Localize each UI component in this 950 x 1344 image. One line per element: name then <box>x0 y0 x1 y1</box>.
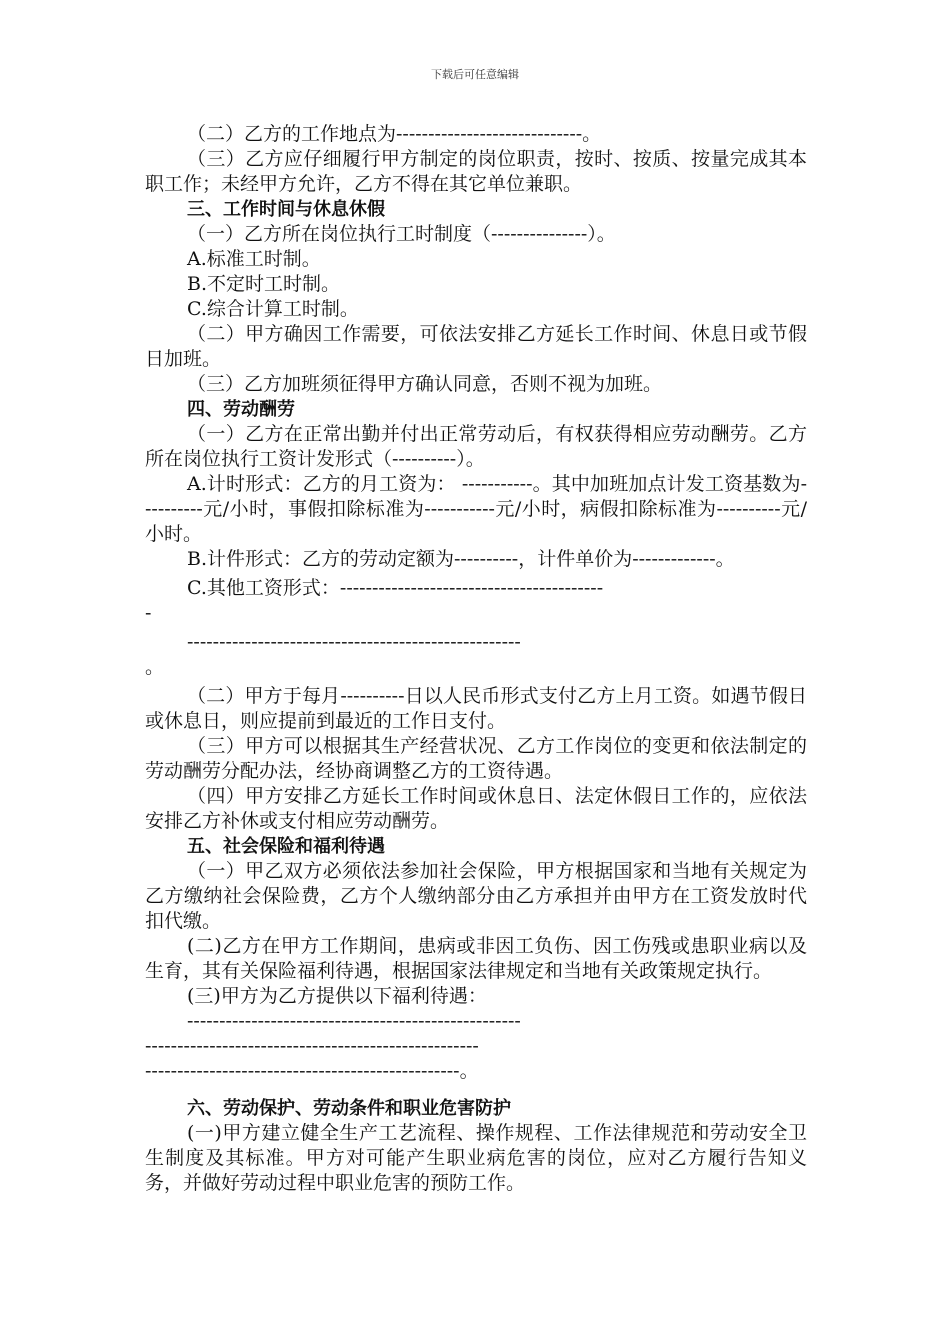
paragraph: （四）甲方安排乙方延长工作时间或休息日、法定休假日工作的，应依法安排乙方补休或支付相应劳动酬劳。 <box>145 785 807 832</box>
paragraph: （一）乙方所在岗位执行工时制度（---------------）。 <box>187 223 616 245</box>
paragraph: C.其他工资形式：----------------------------------------- - <box>145 577 604 624</box>
section-heading: 六、劳动保护、劳动条件和职业危害防护 <box>187 1098 511 1119</box>
option-item: A.标准工时制。 <box>187 248 321 270</box>
paragraph: （三）乙方加班须征得甲方确认同意，否则不视为加班。 <box>187 373 663 395</box>
paragraph: （一）乙方在正常出勤并付出正常劳动后，有权获得相应劳动酬劳。乙方所在岗位执行工资计发形式（----------）。 <box>145 423 807 470</box>
paragraph: (二)乙方在甲方工作期间，患病或非因工负伤、因工伤残或患职业病以及生育，其有关保险福利待遇，根据国家法律规定和当地有关政策规定执行。 <box>145 935 807 982</box>
option-item: C.综合计算工时制。 <box>187 298 359 320</box>
paragraph: （二）甲方确因工作需要，可依法安排乙方延长工作时间、休息日或节假日加班。 <box>145 323 807 370</box>
paragraph: (一)甲方建立健全生产工艺流程、操作规程、工作法律规范和劳动安全卫生制度及其标准。甲方对可能产生职业病危害的岗位，应对乙方履行告知义务，并做好劳动过程中职业危害的预防工作。 <box>145 1122 807 1194</box>
paragraph: （一）甲乙双方必须依法参加社会保险，甲方根据国家和当地有关规定为乙方缴纳社会保险费，乙方个人缴纳部分由乙方承担并由甲方在工资发放时代扣代缴。 <box>145 860 807 932</box>
section-heading: 三、工作时间与休息休假 <box>187 199 385 220</box>
paragraph: A.计时形式：乙方的月工资为： -----------。其中加班加点计发工资基数为----------元/小时，事假扣除标准为-----------元/小时，病假扣除标准为----------元/小时。 <box>145 473 807 545</box>
option-item: B.不定时工时制。 <box>187 273 341 295</box>
section-heading: 五、社会保险和福利待遇 <box>187 836 385 857</box>
document-body <box>145 122 807 1196</box>
paragraph: （三）甲方可以根据其生产经营状况、乙方工作岗位的变更和依法制定的劳动酬劳分配办法，经协商调整乙方的工资待遇。 <box>145 735 807 782</box>
page-header: 下载后可任意编辑 <box>431 68 519 81</box>
paragraph: (三)甲方为乙方提供以下福利待遇： <box>187 985 487 1007</box>
paragraph: ---------------------------------------------------- 。 <box>145 631 521 678</box>
paragraph: （二）乙方的工作地点为-----------------------------。 <box>187 123 602 145</box>
paragraph: （三）乙方应仔细履行甲方制定的岗位职责，按时、按质、按量完成其本职工作；未经甲方允许，乙方不得在其它单位兼职。 <box>145 148 807 195</box>
paragraph: B.计件形式：乙方的劳动定额为----------，计件单价为-------------。 <box>187 548 735 570</box>
section-heading: 四、劳动酬劳 <box>187 399 295 420</box>
paragraph: （二）甲方于每月----------日以人民币形式支付乙方上月工资。如遇节假日或休息日，则应提前到最近的工作日支付。 <box>145 685 807 732</box>
blank-lines: ---------------------------------------------------- ---------------------------------------------------- -------------------------------------------------。 <box>145 1010 521 1082</box>
